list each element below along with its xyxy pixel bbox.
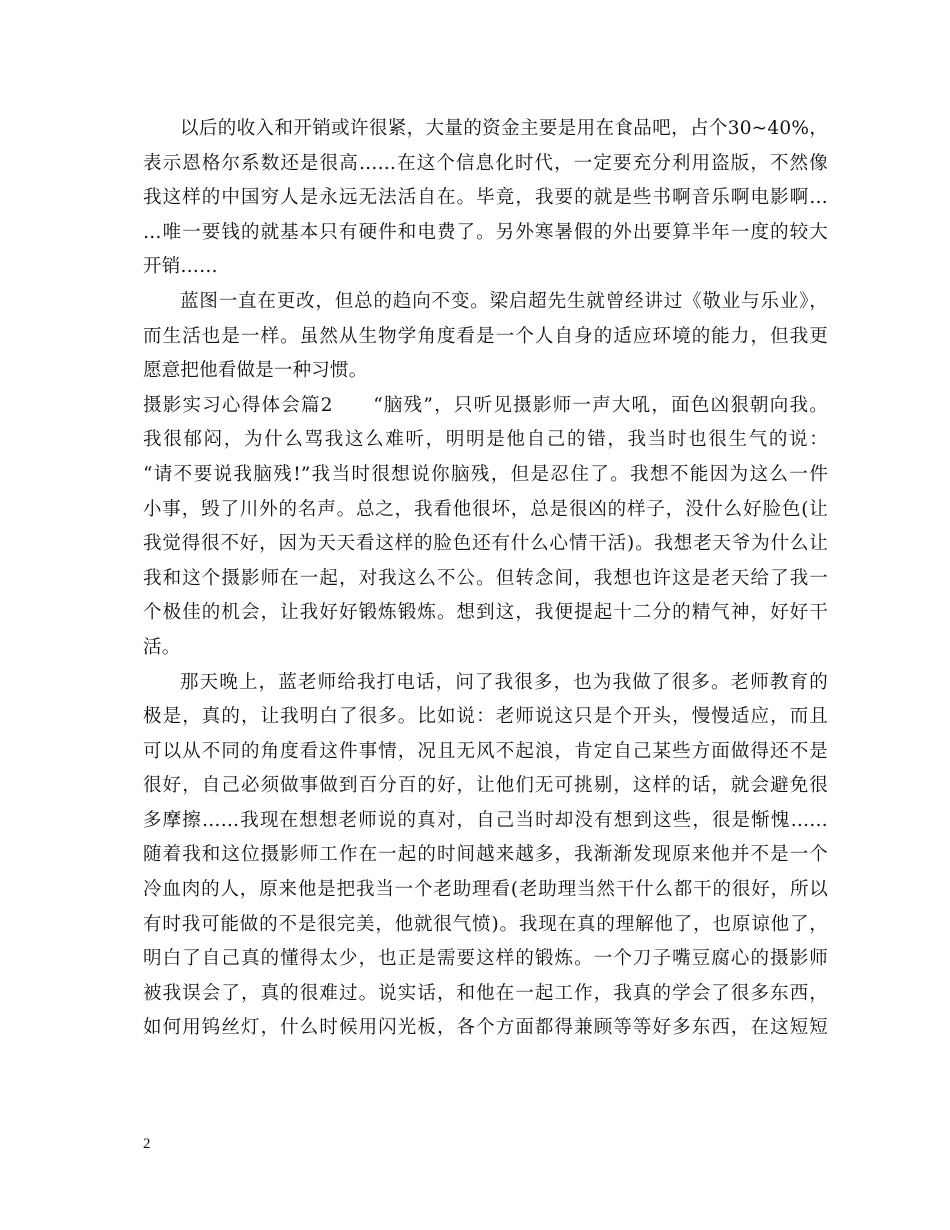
text-line: 表示恩格尔系数还是很高……在这个信息化时代，一定要充分利用盗版，不然像 xyxy=(143,152,828,174)
text-line: 很好，自己必须做事做到百分百的好，让他们无可挑剔，这样的话，就会避免很 xyxy=(143,775,828,797)
text-line: 以后的收入和开销或许很紧，大量的资金主要是用在食品吧，占个30~40%， xyxy=(180,118,828,139)
text-line: 可以从不同的角度看这件事情，况且无风不起浪，肯定自己某些方面做得还不是 xyxy=(143,740,828,762)
text-line: 个极佳的机会，让我好好锻炼锻炼。想到这，我便提起十二分的精气神，好好干 xyxy=(143,602,828,624)
text-line: 开销…… xyxy=(143,256,218,278)
text-line: 小事，毁了川外的名声。总之，我看他很坏，总是很凶的样子，没什么好脸色(让 xyxy=(143,498,828,520)
text-line: 我这样的中国穷人是永远无法活自在。毕竟，我要的就是些书啊音乐啊电影啊… xyxy=(143,187,828,209)
text-line: 随着我和这位摄影师工作在一起的时间越来越多，我渐渐发现原来他并不是一个 xyxy=(143,844,828,866)
text-line: 如何用钨丝灯，什么时候用闪光板，各个方面都得兼顾等等好多东西，在这短短 xyxy=(143,1017,828,1039)
text-line: 明白了自己真的懂得太少，也正是需要这样的锻炼。一个刀子嘴豆腐心的摄影师 xyxy=(143,948,828,970)
text-line: 我觉得很不好，因为天天看这样的脸色还有什么心情干活)。我想老天爷为什么让 xyxy=(143,533,828,555)
text-line: 而生活也是一样。虽然从生物学角度看是一个人自身的适应环境的能力，但我更 xyxy=(143,325,828,347)
text-line: “请不要说我脑残!”我当时很想说你脑残，但是忍住了。我想不能因为这么一件 xyxy=(143,463,828,485)
text-line: 愿意把他看做是一种习惯。 xyxy=(143,360,368,382)
text-line: 活。 xyxy=(143,636,181,658)
text-line: 那天晚上，蓝老师给我打电话，问了我很多，也为我做了很多。老师教育的 xyxy=(180,671,828,693)
section-heading-line: 摄影实习心得体会篇2 “脑残”，只听见摄影师一声大吼，面色凶狠朝向我。 xyxy=(143,394,828,416)
text-line: 多摩擦……我现在想想老师说的真对，自己当时却没有想到这些，很是惭愧…… xyxy=(143,809,828,831)
text-line: 冷血肉的人，原来他是把我当一个老助理看(老助理当然干什么都干的很好，所以 xyxy=(143,879,828,901)
text-line: 被我误会了，真的很难过。说实话，和他在一起工作，我真的学会了很多东西， xyxy=(143,982,828,1004)
text-line: 有时我可能做的不是很完美，他就很气愤)。我现在真的理解他了，也原谅他了， xyxy=(143,913,828,935)
page-number: 2 xyxy=(143,1136,151,1152)
document-body xyxy=(143,112,828,1046)
text-line: 蓝图一直在更改，但总的趋向不变。梁启超先生就曾经讲过《敬业与乐业》， xyxy=(180,290,828,312)
text-line: 我和这个摄影师在一起，对我这么不公。但转念间，我想也许这是老天给了我一 xyxy=(143,567,828,589)
text-line: 极是，真的，让我明白了很多。比如说：老师说这只是个开头，慢慢适应，而且 xyxy=(143,706,828,728)
text-line: 我很郁闷，为什么骂我这么难听，明明是他自己的错，我当时也很生气的说： xyxy=(143,429,828,451)
text-line: …唯一要钱的就基本只有硬件和电费了。另外寒暑假的外出要算半年一度的较大 xyxy=(143,221,828,243)
